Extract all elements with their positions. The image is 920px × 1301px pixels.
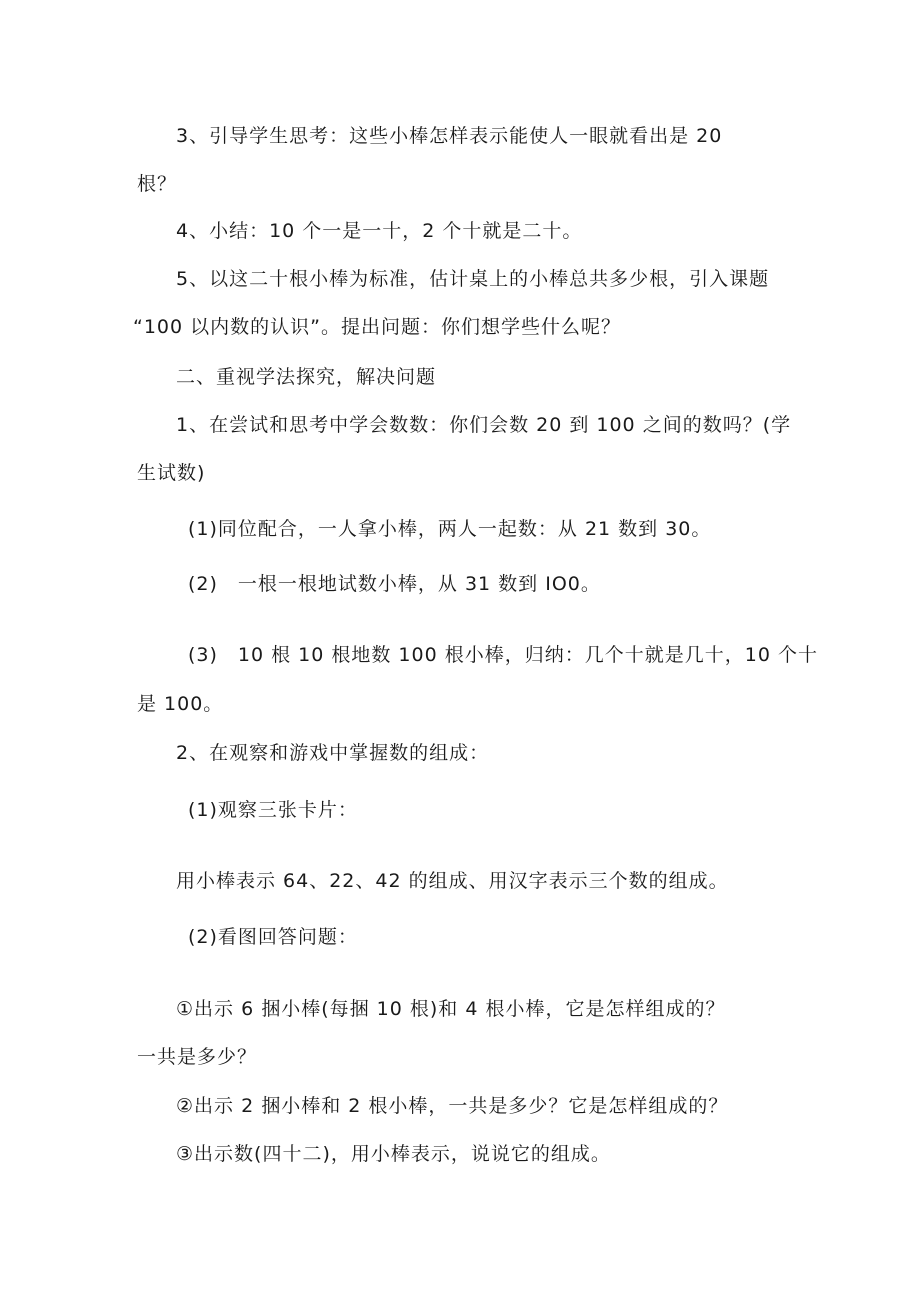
text-line: 生试数) xyxy=(137,462,206,484)
text-line: 4、小结：10 个一是一十，2 个十就是二十。 xyxy=(176,220,583,242)
text-line: (1)同位配合，一人拿小棒，两人一起数：从 21 数到 30。 xyxy=(188,518,712,540)
text-line: 5、以这二十根小棒为标准，估计桌上的小棒总共多少根，引入课题 xyxy=(176,268,770,290)
text-line: 根？ xyxy=(137,173,178,195)
section-heading: 二、重视学法探究，解决问题 xyxy=(176,366,437,388)
text-line: 用小棒表示 64、22、42 的组成、用汉字表示三个数的组成。 xyxy=(176,870,729,892)
text-line: 3、引导学生思考：这些小棒怎样表示能使人一眼就看出是 20 xyxy=(176,125,723,147)
text-line: ③出示数(四十二)，用小棒表示，说说它的组成。 xyxy=(176,1143,611,1165)
text-line: ②出示 2 捆小棒和 2 根小棒，一共是多少？它是怎样组成的？ xyxy=(176,1095,729,1117)
text-line: (3) 10 根 10 根地数 100 根小棒，归纳：几个十就是几十，10 个十 xyxy=(188,644,818,666)
text-line: 1、在尝试和思考中学会数数：你们会数 20 到 100 之间的数吗？(学 xyxy=(176,414,792,436)
text-line: 是 100。 xyxy=(137,693,224,715)
text-line: 一共是多少？ xyxy=(137,1046,258,1068)
text-line: 2、在观察和游戏中掌握数的组成： xyxy=(176,742,490,764)
text-line: (2)看图回答问题： xyxy=(188,926,358,948)
text-line: ①出示 6 捆小棒(每捆 10 根)和 4 根小棒，它是怎样组成的？ xyxy=(176,998,726,1020)
text-line: (1)观察三张卡片： xyxy=(188,799,358,821)
text-line: (2) 一根一根地试数小棒，从 31 数到 IO0。 xyxy=(188,573,601,595)
text-line: “100 以内数的认识”。提出问题：你们想学些什么呢？ xyxy=(133,316,621,338)
